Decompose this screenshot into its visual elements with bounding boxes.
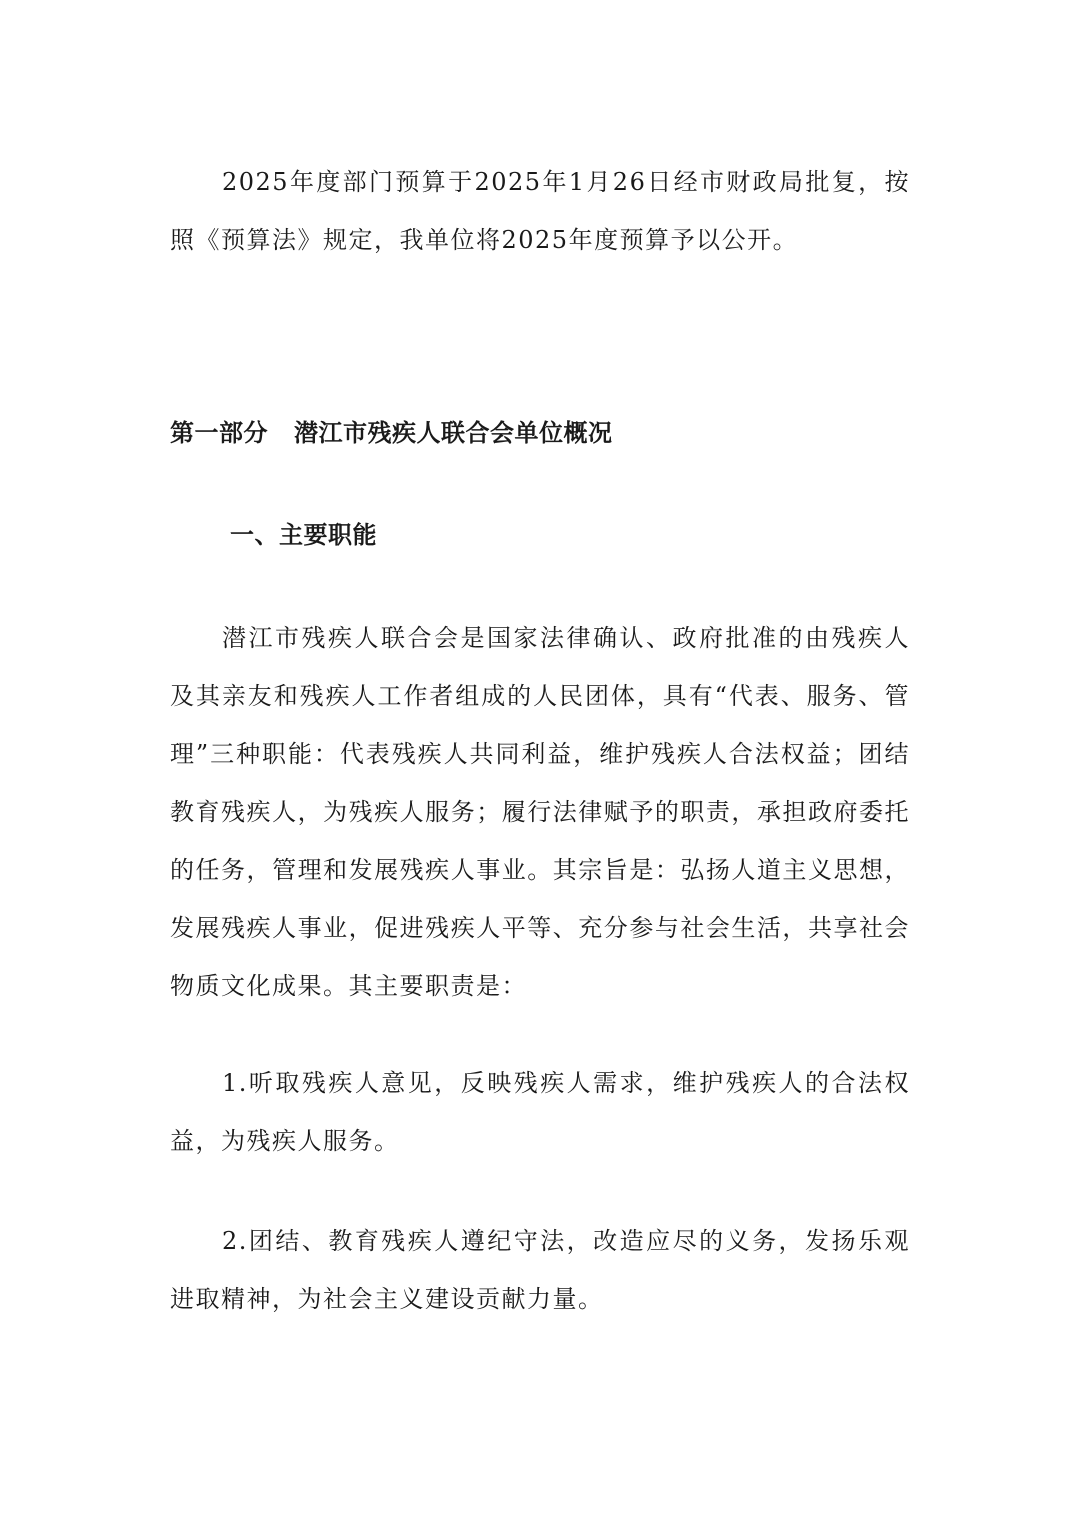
intro-paragraph: 2025年度部门预算于2025年1月26日经市财政局批复，按照《预算法》规定，我单位将2025年度预算予以公开。 bbox=[170, 168, 910, 254]
duty-item: 2.团结、教育残疾人遵纪守法，改造应尽的义务，发扬乐观进取精神，为社会主义建设贡献力量。 bbox=[170, 1227, 910, 1313]
overview-paragraph: 潜江市残疾人联合会是国家法律确认、政府批准的由残疾人及其亲友和残疾人工作者组成的人民团体，具有“代表、服务、管理”三种职能：代表残疾人共同利益，维护残疾人合法权益；团结教育残疾人，为残疾人服务；履行法律赋予的职责，承担政府委托的任务，管理和发展残疾人事业。其宗旨是：弘扬人道主义思想，发展残疾人事业，促进残疾人平等、充分参与社会生活，共享社会物质文化成果。其主要职责是： bbox=[170, 624, 910, 1000]
part-heading bbox=[170, 413, 613, 453]
duty-item: 1.听取残疾人意见，反映残疾人需求，维护残疾人的合法权益，为残疾人服务。 bbox=[170, 1069, 910, 1155]
part-heading-label: 第一部分 bbox=[170, 419, 268, 447]
part-heading-title: 潜江市残疾人联合会单位概况 bbox=[294, 419, 613, 447]
section-heading: 一、主要职能 bbox=[230, 521, 377, 549]
